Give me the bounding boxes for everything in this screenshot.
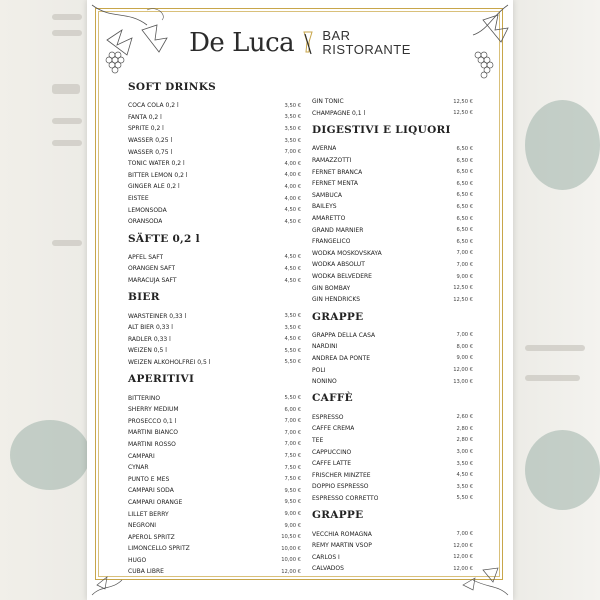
item-price: 4,50 € bbox=[284, 336, 301, 343]
menu-item bbox=[128, 345, 301, 357]
item-name: APEROL SPRITZ bbox=[128, 533, 175, 541]
menu-item bbox=[312, 155, 473, 167]
item-name: VECCHIA ROMAGNA bbox=[312, 530, 372, 538]
item-price: 12,00 € bbox=[453, 542, 473, 549]
item-name: FRISCHER MINZTEE bbox=[312, 471, 371, 479]
item-name: GIN TONIC bbox=[312, 98, 344, 106]
item-price: 2,60 € bbox=[456, 414, 473, 421]
menu-item bbox=[128, 439, 301, 451]
item-price: 7,00 € bbox=[456, 531, 473, 538]
menu-item bbox=[128, 508, 301, 520]
item-name: MARTINI BIANCO bbox=[128, 429, 179, 437]
item-name: RAMAZZOTTI bbox=[312, 157, 352, 165]
item-price: 6,50 € bbox=[456, 180, 473, 187]
brand-sub-bar: BAR bbox=[322, 28, 351, 43]
item-name: WEIZEN ALKOHOLFREI 0,5 l bbox=[128, 358, 211, 366]
item-name: BITTERINO bbox=[128, 394, 161, 402]
item-name: SAMBUCA bbox=[312, 191, 343, 199]
menu-item bbox=[312, 481, 473, 493]
item-name: EISTEE bbox=[128, 195, 149, 203]
menu-item bbox=[312, 528, 473, 540]
item-price: 5,50 € bbox=[284, 359, 301, 366]
menu-item bbox=[128, 204, 301, 216]
menu-item bbox=[128, 112, 301, 124]
item-price: 5,50 € bbox=[284, 395, 301, 402]
item-price: 12,00 € bbox=[281, 568, 301, 575]
item-price: 2,80 € bbox=[456, 425, 473, 432]
item-name: TEE bbox=[312, 436, 324, 444]
item-name: ORANSODA bbox=[128, 218, 163, 226]
item-price: 4,00 € bbox=[284, 160, 301, 167]
item-name: TONIC WATER 0,2 l bbox=[128, 160, 185, 168]
menu-item bbox=[312, 563, 473, 575]
background-text-line bbox=[52, 140, 82, 146]
menu-item bbox=[128, 146, 301, 158]
item-price: 7,50 € bbox=[284, 453, 301, 460]
item-name: CYNAR bbox=[128, 464, 149, 472]
item-price: 3,50 € bbox=[284, 137, 301, 144]
item-name: BITTER LEMON 0,2 l bbox=[128, 171, 188, 179]
item-price: 13,00 € bbox=[453, 378, 473, 385]
item-price: 2,80 € bbox=[456, 437, 473, 444]
menu-item bbox=[312, 143, 473, 155]
menu-item bbox=[128, 566, 301, 578]
menu-item bbox=[312, 224, 473, 236]
item-price: 4,50 € bbox=[284, 254, 301, 261]
menu-item bbox=[128, 462, 301, 474]
item-name: HUGO bbox=[128, 556, 147, 564]
item-price: 3,50 € bbox=[284, 125, 301, 132]
item-name: FANTA 0,2 l bbox=[128, 113, 162, 121]
menu-item bbox=[128, 193, 301, 205]
item-name: DOPPIO ESPRESSO bbox=[312, 483, 369, 491]
menu-item bbox=[312, 446, 473, 458]
item-name: WODKA MOSKOVSKAYA bbox=[312, 249, 382, 257]
background-text-line bbox=[52, 118, 82, 124]
background-text-line bbox=[52, 240, 82, 246]
menu-item bbox=[128, 520, 301, 532]
menu-item bbox=[312, 259, 473, 271]
item-price: 8,00 € bbox=[456, 343, 473, 350]
menu-item bbox=[128, 404, 301, 416]
menu-item bbox=[312, 458, 473, 470]
menu-item bbox=[128, 181, 301, 193]
item-name: FERNET BRANCA bbox=[312, 168, 363, 176]
item-name: CARLOS I bbox=[312, 553, 340, 561]
menu-item bbox=[312, 353, 473, 365]
menu-item bbox=[312, 213, 473, 225]
menu-item bbox=[312, 108, 473, 120]
background-text-line bbox=[525, 375, 580, 381]
item-name: CAMPARI bbox=[128, 452, 155, 460]
menu-item bbox=[128, 322, 301, 334]
item-name: ORANGEN SAFT bbox=[128, 265, 176, 273]
menu-item bbox=[312, 551, 473, 563]
item-price: 9,00 € bbox=[456, 355, 473, 362]
section-title-aperitivi: APERITIVI bbox=[128, 373, 195, 386]
menu-item bbox=[128, 334, 301, 346]
item-name: REMY MARTIN VSOP bbox=[312, 542, 372, 550]
item-price: 6,50 € bbox=[456, 157, 473, 164]
item-price: 12,50 € bbox=[453, 110, 473, 117]
section-title-grappe-2: GRAPPE bbox=[312, 509, 364, 522]
item-name: WASSER 0,75 l bbox=[128, 148, 173, 156]
item-price: 9,00 € bbox=[284, 522, 301, 529]
item-name: GIN HENDRICKS bbox=[312, 296, 361, 304]
menu-item bbox=[312, 248, 473, 260]
background-tree-decoration bbox=[525, 430, 600, 510]
item-name: WASSER 0,25 l bbox=[128, 137, 173, 145]
section-title-bier: BIER bbox=[128, 291, 160, 304]
menu-left-column bbox=[128, 76, 301, 578]
item-price: 5,50 € bbox=[456, 495, 473, 502]
item-name: RADLER 0,33 l bbox=[128, 335, 171, 343]
item-price: 4,50 € bbox=[284, 218, 301, 225]
item-name: GRAND MARNIER bbox=[312, 226, 364, 234]
menu-item bbox=[128, 473, 301, 485]
item-price: 4,50 € bbox=[284, 207, 301, 214]
item-name: ESPRESSO CORRETTO bbox=[312, 494, 379, 502]
item-name: GINGER ALE 0,2 l bbox=[128, 183, 180, 191]
menu-item bbox=[128, 357, 301, 369]
item-name: GRAPPA DELLA CASA bbox=[312, 331, 376, 339]
item-price: 3,50 € bbox=[456, 460, 473, 467]
background-text-line bbox=[52, 84, 80, 94]
item-price: 4,50 € bbox=[284, 277, 301, 284]
item-name: PUNTO E MES bbox=[128, 475, 170, 483]
item-price: 12,00 € bbox=[453, 554, 473, 561]
menu-item bbox=[312, 423, 473, 435]
item-price: 9,50 € bbox=[284, 487, 301, 494]
item-name: SPRITE 0,2 l bbox=[128, 125, 164, 133]
item-price: 7,50 € bbox=[284, 464, 301, 471]
item-name: ALT BIER 0,33 l bbox=[128, 324, 173, 332]
item-price: 12,50 € bbox=[453, 98, 473, 105]
item-name: FRANGELICO bbox=[312, 238, 351, 246]
item-price: 3,00 € bbox=[456, 449, 473, 456]
item-price: 6,50 € bbox=[456, 227, 473, 234]
item-price: 3,50 € bbox=[284, 313, 301, 320]
item-price: 6,50 € bbox=[456, 215, 473, 222]
item-price: 6,00 € bbox=[284, 406, 301, 413]
item-price: 7,00 € bbox=[456, 261, 473, 268]
item-name: WEIZEN 0,5 l bbox=[128, 347, 167, 355]
item-name: AVERNA bbox=[312, 145, 337, 153]
item-price: 12,00 € bbox=[453, 565, 473, 572]
item-name: LEMONSODA bbox=[128, 206, 167, 214]
brand-sub-ristorante: RISTORANTE bbox=[322, 42, 411, 57]
item-name: SHERRY MEDIUM bbox=[128, 406, 179, 414]
item-price: 6,50 € bbox=[456, 145, 473, 152]
item-price: 7,00 € bbox=[456, 332, 473, 339]
item-name: CAMPARI SODA bbox=[128, 487, 174, 495]
section-title-soft-drinks: SOFT DRINKS bbox=[128, 81, 217, 93]
background-tree-decoration bbox=[525, 100, 600, 190]
item-price: 4,50 € bbox=[456, 472, 473, 479]
menu-right-column bbox=[312, 96, 473, 575]
menu-item bbox=[128, 100, 301, 112]
menu-item bbox=[128, 135, 301, 147]
item-name: CAMPARI ORANGE bbox=[128, 498, 183, 506]
item-name: LIMONCELLO SPRITZ bbox=[128, 545, 190, 553]
item-name: CALVADOS bbox=[312, 565, 344, 573]
menu-item bbox=[128, 275, 301, 287]
item-price: 9,00 € bbox=[456, 273, 473, 280]
item-price: 3,50 € bbox=[284, 324, 301, 331]
menu-item bbox=[312, 330, 473, 342]
restaurant-logo bbox=[87, 28, 513, 58]
menu-item bbox=[312, 282, 473, 294]
menu-item bbox=[312, 364, 473, 376]
menu-item bbox=[312, 411, 473, 423]
brand-subtitle bbox=[322, 29, 411, 57]
background-text-line bbox=[52, 30, 82, 36]
item-price: 3,50 € bbox=[284, 114, 301, 121]
menu-item bbox=[312, 469, 473, 481]
brand-name: De Luca bbox=[189, 28, 295, 58]
background-text-line bbox=[525, 345, 585, 351]
item-price: 12,50 € bbox=[453, 285, 473, 292]
menu-item bbox=[128, 497, 301, 509]
menu-item bbox=[128, 543, 301, 555]
item-name: BAILEYS bbox=[312, 203, 337, 211]
background-text-line bbox=[52, 14, 82, 20]
menu-item bbox=[128, 263, 301, 275]
item-price: 4,00 € bbox=[284, 195, 301, 202]
item-name: NARDINI bbox=[312, 343, 338, 351]
menu-item bbox=[128, 415, 301, 427]
item-price: 10,00 € bbox=[281, 545, 301, 552]
item-name: ESPRESSO bbox=[312, 413, 344, 421]
item-price: 12,00 € bbox=[453, 367, 473, 374]
wine-glass-icon bbox=[302, 30, 314, 56]
menu-item bbox=[312, 236, 473, 248]
menu-item bbox=[312, 96, 473, 108]
menu-card bbox=[87, 0, 513, 600]
item-price: 9,00 € bbox=[284, 511, 301, 518]
background-right bbox=[510, 0, 600, 600]
background-tree-decoration bbox=[10, 420, 90, 490]
menu-item bbox=[128, 158, 301, 170]
item-name: CUBA LIBRE bbox=[128, 568, 164, 576]
section-title-digestivi: DIGESTIVI E LIQUORI bbox=[312, 124, 451, 137]
item-price: 7,00 € bbox=[284, 441, 301, 448]
menu-item bbox=[128, 450, 301, 462]
menu-item bbox=[128, 123, 301, 135]
item-name: NEGRONI bbox=[128, 522, 157, 530]
menu-item bbox=[128, 310, 301, 322]
menu-item bbox=[312, 540, 473, 552]
item-name: POLI bbox=[312, 366, 326, 374]
section-title-grappe: GRAPPE bbox=[312, 310, 364, 323]
menu-item bbox=[312, 376, 473, 388]
menu-item bbox=[312, 201, 473, 213]
section-title-caffe: CAFFÈ bbox=[312, 392, 353, 405]
item-name: MARTINI ROSSO bbox=[128, 440, 176, 448]
menu-item bbox=[128, 485, 301, 497]
item-price: 6,50 € bbox=[456, 169, 473, 176]
item-name: PROSECCO 0,1 l bbox=[128, 417, 177, 425]
menu-item bbox=[128, 170, 301, 182]
item-price: 6,50 € bbox=[456, 192, 473, 199]
item-price: 4,50 € bbox=[284, 265, 301, 272]
item-price: 12,50 € bbox=[453, 296, 473, 303]
item-price: 7,50 € bbox=[284, 476, 301, 483]
item-name: WODKA ABSOLUT bbox=[312, 261, 365, 269]
menu-item bbox=[128, 392, 301, 404]
menu-item bbox=[312, 493, 473, 505]
item-price: 7,00 € bbox=[284, 429, 301, 436]
menu-item bbox=[312, 190, 473, 202]
menu-item bbox=[312, 341, 473, 353]
item-price: 7,00 € bbox=[284, 418, 301, 425]
menu-item bbox=[128, 252, 301, 264]
item-price: 10,00 € bbox=[281, 557, 301, 564]
item-name: CAPPUCCINO bbox=[312, 448, 352, 456]
item-price: 7,00 € bbox=[456, 250, 473, 257]
menu-item bbox=[312, 178, 473, 190]
item-name: FERNET MENTA bbox=[312, 180, 359, 188]
item-name: NONINO bbox=[312, 378, 337, 386]
item-name: MARACUJA SAFT bbox=[128, 277, 177, 285]
item-price: 3,50 € bbox=[284, 102, 301, 109]
item-price: 6,50 € bbox=[456, 203, 473, 210]
item-name: GIN BOMBAY bbox=[312, 284, 351, 292]
item-price: 4,00 € bbox=[284, 172, 301, 179]
menu-item bbox=[128, 555, 301, 567]
menu-item bbox=[128, 531, 301, 543]
item-price: 7,00 € bbox=[284, 149, 301, 156]
menu-item bbox=[128, 427, 301, 439]
item-name: CHAMPAGNE 0,1 l bbox=[312, 109, 366, 117]
item-name: AMARETTO bbox=[312, 215, 346, 223]
item-price: 9,50 € bbox=[284, 499, 301, 506]
item-price: 5,50 € bbox=[284, 347, 301, 354]
menu-item bbox=[312, 271, 473, 283]
item-name: LILLET BERRY bbox=[128, 510, 169, 518]
menu-item bbox=[128, 216, 301, 228]
item-name: WODKA BELVEDERE bbox=[312, 273, 372, 281]
item-price: 3,50 € bbox=[456, 483, 473, 490]
menu-item bbox=[312, 435, 473, 447]
item-name: WARSTEINER 0,33 l bbox=[128, 312, 187, 320]
menu-item bbox=[312, 294, 473, 306]
item-name: CAFFÈ CREMA bbox=[312, 425, 355, 433]
section-title-saefte: SÄFTE 0,2 l bbox=[128, 232, 200, 245]
item-price: 4,00 € bbox=[284, 183, 301, 190]
item-name: CAFFÈ LATTE bbox=[312, 460, 352, 468]
item-price: 6,50 € bbox=[456, 238, 473, 245]
item-name: COCA COLA 0,2 l bbox=[128, 102, 179, 110]
item-name: APFEL SAFT bbox=[128, 253, 164, 261]
item-price: 10,50 € bbox=[281, 534, 301, 541]
item-name: ANDREA DA PONTE bbox=[312, 354, 370, 362]
menu-item bbox=[312, 166, 473, 178]
